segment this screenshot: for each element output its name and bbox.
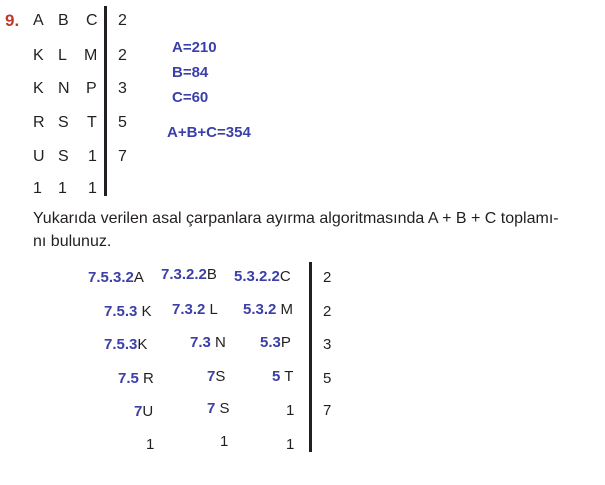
bottom-cell: 7.5 R xyxy=(118,370,154,387)
bottom-cell: 7.3.2 L xyxy=(172,301,218,318)
bottom-cell: 7.3.2.2B xyxy=(161,266,217,283)
top-cell: 1 xyxy=(88,180,97,197)
top-cell: A xyxy=(33,12,44,29)
top-cell: U xyxy=(33,148,45,165)
top-cell: M xyxy=(84,47,98,64)
bottom-cell: 7.5.3 K xyxy=(104,303,152,320)
bottom-cell: 7.5.3.2A xyxy=(88,269,144,286)
bottom-cell: 5 T xyxy=(272,368,294,385)
answer-sum: A+B+C=354 xyxy=(167,124,251,141)
bottom-cell: 7U xyxy=(134,403,154,420)
question-text-line2: nı bulunuz. xyxy=(33,233,112,250)
bottom-cell: 7.5.3K xyxy=(104,336,148,353)
top-cell: N xyxy=(58,80,70,97)
top-divisor: 2 xyxy=(118,12,127,29)
bottom-cell: 1 xyxy=(146,436,155,453)
top-divisor: 5 xyxy=(118,114,127,131)
bottom-divider-line xyxy=(309,262,312,452)
top-cell: S xyxy=(58,148,69,165)
top-cell: 1 xyxy=(88,148,97,165)
top-cell: L xyxy=(58,47,67,64)
top-cell: S xyxy=(58,114,69,131)
bottom-cell: 5.3.2.2C xyxy=(234,268,291,285)
bottom-divisor: 2 xyxy=(323,303,332,320)
top-divisor: 3 xyxy=(118,80,127,97)
top-cell: 1 xyxy=(33,180,42,197)
top-divider-line xyxy=(104,6,107,196)
answer-c: C=60 xyxy=(172,89,209,106)
bottom-cell: 1 xyxy=(286,402,295,419)
question-text-line1: Yukarıda verilen asal çarpanlara ayırma algoritmasında A + B + C toplamı- xyxy=(33,210,559,227)
bottom-divisor: 7 xyxy=(323,402,332,419)
top-divisor: 7 xyxy=(118,148,127,165)
question-number: 9. xyxy=(5,11,20,30)
top-cell: R xyxy=(33,114,45,131)
top-divisor: 2 xyxy=(118,47,127,64)
top-cell: C xyxy=(86,12,98,29)
answer-b: B=84 xyxy=(172,64,209,81)
bottom-cell: 5.3P xyxy=(260,334,291,351)
answer-a: A=210 xyxy=(172,39,217,56)
bottom-cell: 7S xyxy=(207,368,226,385)
bottom-cell: 1 xyxy=(286,436,295,453)
bottom-cell: 7 S xyxy=(207,400,230,417)
top-cell: P xyxy=(86,80,97,97)
bottom-divisor: 3 xyxy=(323,336,332,353)
bottom-cell: 1 xyxy=(220,433,229,450)
bottom-cell: 5.3.2 M xyxy=(243,301,294,318)
top-cell: K xyxy=(33,47,44,64)
top-cell: K xyxy=(33,80,44,97)
bottom-cell: 7.3 N xyxy=(190,334,226,351)
bottom-divisor: 5 xyxy=(323,370,332,387)
top-cell: T xyxy=(87,114,97,131)
top-cell: B xyxy=(58,12,69,29)
bottom-divisor: 2 xyxy=(323,269,332,286)
top-cell: 1 xyxy=(58,180,67,197)
